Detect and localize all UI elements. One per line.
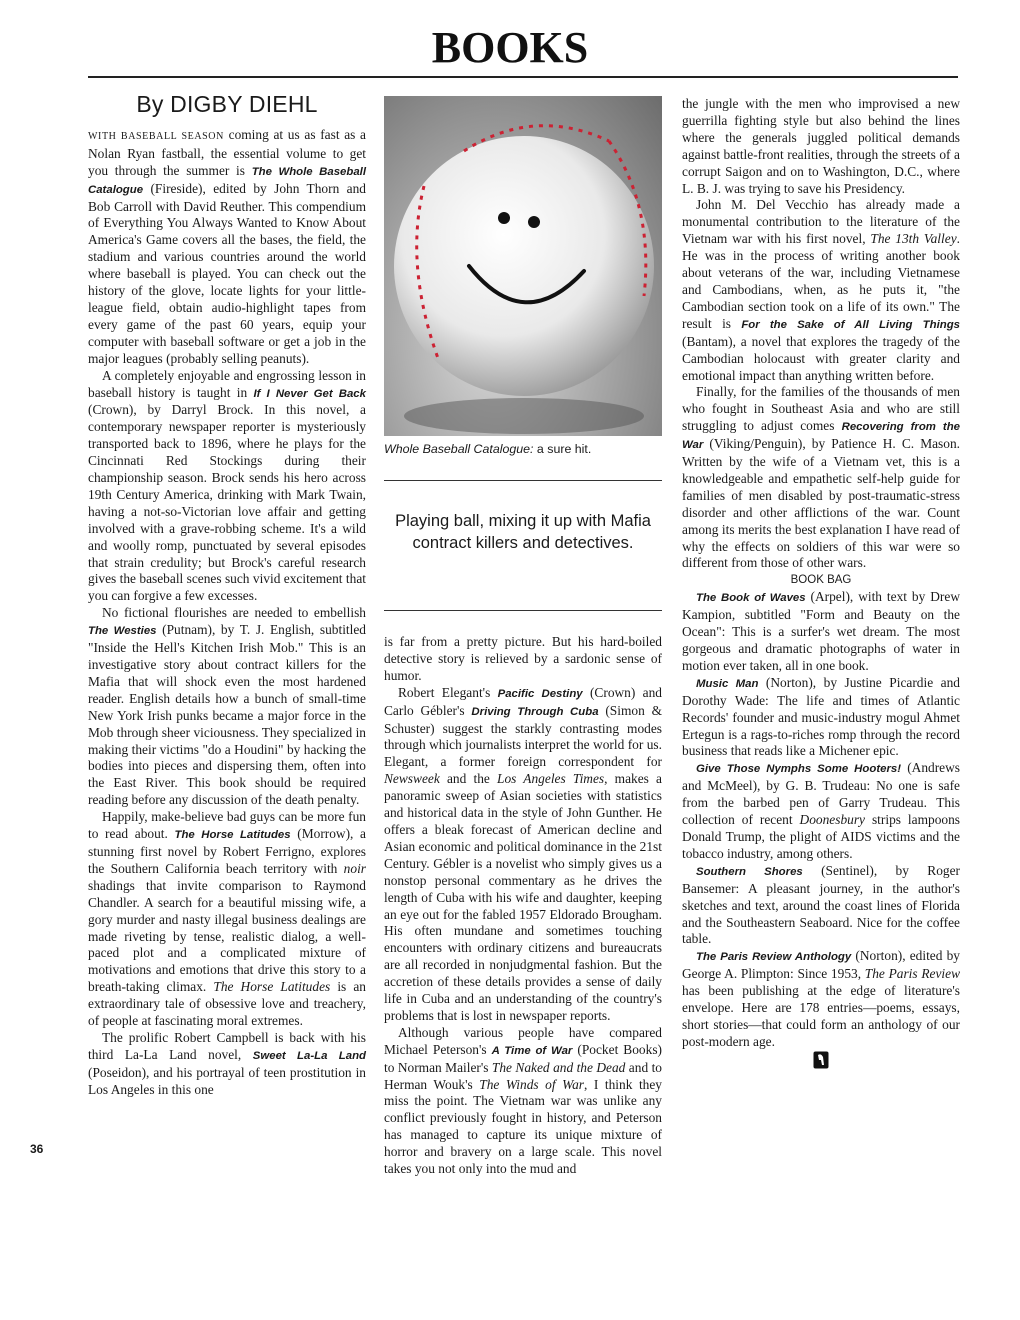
book-title: Give Those Nymphs Some Hooters! xyxy=(696,763,902,776)
caption-text: a sure hit. xyxy=(533,442,592,456)
text-run: Robert Elegant's xyxy=(398,684,498,700)
text-run: The prolific Robert Campbell is back with his third La-La Land novel, xyxy=(88,1029,366,1062)
text-run: (Norton), by Justine Picardie and Dorothy Wade: The life and times of Atlantic Records' founder and music-industry mogul Ahmet Ertegun is a rags-to-riches romp through the record business that reads like a Michener epic. xyxy=(682,674,960,759)
text-run: (Viking/Penguin), by Patience H. C. Mason. Written by the wife of a Vietnam vet, this is a knowledgeable and empathetic self-help guide for families of men disabled by post-traumatic-stress disorder and other afflictions of the war. Count among its merits the best explanation I have read of why the effects on soldiers of this war were so different from those of other wars. xyxy=(682,436,960,571)
paragraph xyxy=(88,368,366,606)
paragraph xyxy=(88,605,366,809)
column-2 xyxy=(384,634,662,1178)
lead-in: WITH BASEBALL SEASON xyxy=(88,130,224,142)
book-title: Driving Through Cuba xyxy=(471,705,599,718)
paragraph xyxy=(682,197,960,384)
text-run: John M. Del Vecchio has already made a monumental contribution to the literature of the Vietnam war with his first novel, xyxy=(682,197,960,247)
text-run: (Sentinel), by Roger Bansemer: A pleasant journey, in the author's sketches and text, around the coast lines of Florida and the Southeastern Seaboard. Nice for the coffee table. xyxy=(682,862,960,947)
text-run: (Crown) and Carlo Gébler's xyxy=(384,684,662,718)
pull-quote-rule-bottom xyxy=(384,610,662,611)
text-run: No fictional flourishes are needed to embellish xyxy=(102,605,366,621)
caption-title: Whole Baseball Catalogue: xyxy=(384,442,534,456)
italic-title: Newsweek xyxy=(384,771,440,787)
paragraph xyxy=(384,685,662,1025)
column-3 xyxy=(682,96,960,1074)
text-run: , I think they miss the point. The Vietnam war was unlike any conflict previously fought in history, and Peterson has managed to capture its unique mixture of horror and bravery on a large scale. This novel takes you not only into the mud and xyxy=(384,1076,663,1177)
paragraph xyxy=(88,127,366,368)
text-run: , makes a panoramic sweep of Asian societies with statistics and historical data in the style of John Gunther. He offers a bleak forecast of American decline and Asian economic and political dominance in the 21st Century. Gébler is a novelist who simply gives us a nonstop personal commentary as he drives the length of Cuba with his wife and daughter, keeping an eye out for the fabled 1957 Eldorado Brougham. His often mundane and sometimes touching encounters with ordinary citizens and bureaucrats are all recorded in nonjudgmental fashion. But the accretion of these details provides a sense of daily life in Cuba and an understanding of the country's problems that is lost in newspaper reports. xyxy=(384,771,662,1023)
book-title: Southern Shores xyxy=(696,865,803,878)
italic-title: The Horse Latitudes xyxy=(213,979,331,995)
text-run: (Pocket Books) to Norman Mailer's xyxy=(384,1041,662,1075)
page-title: BOOKS xyxy=(431,23,589,72)
book-title: The Paris Review Anthology xyxy=(696,951,852,964)
book-title: Music Man xyxy=(696,677,759,690)
baseball-photo xyxy=(384,96,662,436)
text-run: Although various people have compared Michael Peterson's xyxy=(384,1024,662,1057)
paragraph xyxy=(682,384,960,572)
text-run: (Norton), edited by George A. Plimpton: Since 1953, xyxy=(682,948,961,982)
pull-quote-rule-top xyxy=(384,480,662,481)
text-run: (Arpel), with text by Drew Kampion, subtitled "Form and Beauty on the Ocean": This is a surfer's wet dream. The most gorgeous and dramatic photographs of water in motion ever taken, all in one book. xyxy=(682,589,960,673)
book-title: If I Never Get Back xyxy=(253,387,366,400)
byline: By DIGBY DIEHL xyxy=(136,91,318,117)
text-run: the jungle with the men who improvised a new guerrilla fighting style but also behind the lines where the generals juggled political demands against battle-front realities, through the streets of a corrupt Saigon and on to Washington, D.C., where L. B. J. was trying to save his Presidency. xyxy=(682,96,960,196)
photo-caption xyxy=(384,442,662,456)
text-run: Finally, for the families of the thousands of men who fought in Southeast Asia and who are still struggling to adjust comes xyxy=(682,384,960,434)
paragraph xyxy=(384,634,662,685)
italic-title: Los Angeles Times xyxy=(497,771,605,787)
paragraph xyxy=(384,1025,662,1178)
text-run: is an extraordinary tale of obsessive love and treachery, of people at fascinating moral extremes. xyxy=(88,979,366,1029)
italic-title: The Naked and the Dead xyxy=(491,1059,626,1075)
bookbag-item xyxy=(682,675,960,761)
book-title: The Whole Baseball Catalogue xyxy=(88,165,366,196)
text-run: and the xyxy=(439,771,498,787)
book-title: For the Sake of All Living Things xyxy=(741,318,960,331)
page-number: 36 xyxy=(30,1142,44,1156)
bookbag-item xyxy=(682,948,960,1050)
bookbag-item xyxy=(682,760,960,862)
text-run: (Crown), by Darryl Brock. In this novel, a contemporary newspaper reporter is mysteriously transported back to 1896, where he plays for the Cincinnati Red Stockings during their championship season. Brock sends his hero across 19th Century America, drinking with Mark Twain, having a not-so-Victorian love affair and getting involved with a grave-robbing scheme. It's a wild and woolly romp, punctuated by several episodes that strain credulity; but Brock's careful research gives the baseball scenes such vivid excitement that you can forgive a few excesses. xyxy=(88,402,366,604)
bookbag-item xyxy=(682,589,960,675)
book-title: The Horse Latitudes xyxy=(174,829,291,842)
column-1 xyxy=(88,92,366,1099)
book-title: The Book of Waves xyxy=(696,592,806,605)
text-run: shadings that invite comparison to Raymond Chandler. A search for a beautiful missing wife, a gory murder and nasty illegal business dealings are made riveting by tense, realistic dialog, a well-paced plot and a complicated mixture of motivations and emotions that drive this story to a breath-taking climax. xyxy=(88,877,366,995)
text-run: A completely enjoyable and engrossing lesson in baseball history is taught in xyxy=(88,367,366,400)
text-run: (Simon & Schuster) suggest the starkly contrasting modes through which journalists interpret the world for us. Elegant, a former foreign correspondent for xyxy=(384,702,662,770)
italic-title: The Winds of War xyxy=(479,1076,584,1092)
text-run: has been publishing at the edge of literature's envelope. Here are 178 entries—poems, essays, short stories—that could form an anthology of our post-modern age. xyxy=(682,983,960,1049)
paragraph xyxy=(88,809,366,1030)
book-title: The Westies xyxy=(88,625,157,638)
text-run: strips lampoons Donald Trump, the plight of AIDS victims and the tobacco industry, among others. xyxy=(682,812,960,861)
paragraph xyxy=(682,96,960,197)
text-run: Happily, make-believe bad guys can be more fun to read about. xyxy=(88,809,366,842)
pull-quote: Playing ball, mixing it up with Mafia contract killers and detectives. xyxy=(395,512,651,552)
italic-term: noir xyxy=(343,860,366,876)
text-run: (Putnam), by T. J. English, subtitled "Inside the Hell's Kitchen Irish Mob." This is an investigative story about contract killers for the Mafia that will shock even the most hardened reader. English details how a bunch of small-time New York Irish punks became a major force in the Mob through sheer viciousness. They specialized in making their victims "do a Houdini" by hacking the bodies into pieces and dispersing them, often into the East River. This book should be required reading before any discussion of the death penalty. xyxy=(88,622,366,808)
italic-title: Doonesbury xyxy=(799,812,865,828)
text-run: and to Herman Wouk's xyxy=(384,1059,662,1092)
book-title: Sweet La-La Land xyxy=(252,1049,367,1062)
book-title: Recovering from the War xyxy=(682,421,960,452)
text-run: (Poseidon), and his portrayal of teen prostitution in Los Angeles in this one xyxy=(88,1064,366,1097)
end-mark-icon xyxy=(682,1051,960,1074)
section-heading: BOOK BAG xyxy=(790,574,852,587)
paragraph xyxy=(88,1030,366,1099)
text-run: (Andrews and McMeel), by G. B. Trudeau: No one is safe from the barbed pen of Garry Trudeau. This collection of recent xyxy=(682,760,960,828)
smiley-baseball-icon xyxy=(384,96,662,436)
title-rule xyxy=(88,76,958,78)
text-run: is far from a pretty picture. But his hard-boiled detective story is relieved by a sardonic sense of humor. xyxy=(384,634,662,683)
italic-title: The Paris Review xyxy=(864,966,960,982)
italic-title: The 13th Valley xyxy=(870,231,957,247)
book-title: A Time of War xyxy=(491,1044,573,1057)
bookbag-item xyxy=(682,863,960,949)
book-title: Pacific Destiny xyxy=(497,687,583,700)
text-run: . He was in the process of writing another book about veterans of the war, including Vietnamese and Cambodians, when, as he puts it, "the Cambodian section took on a life of its own." The result is xyxy=(682,231,960,331)
text-run: coming at us as fast as a Nolan Ryan fastball, the essential volume to get you through the summer is xyxy=(88,126,366,178)
text-run: (Morrow), a stunning first novel by Robert Ferrigno, explores the Southern California beach territory with xyxy=(88,826,366,876)
text-run: (Fireside), edited by John Thorn and Bob Carroll with David Reuther. This compendium of Everything You Always Wanted to Know About America's Game covers all the bases, the field, the stadium and various countries around the world where baseball is played. You can check out the history of the glove, locate lights for your little-league field, obtain audio-highlight tapes from every game of the past 60 years, equip your computer with baseball software or get a job in the major leagues (probably selling peanuts). xyxy=(88,180,366,366)
text-run: (Bantam), a novel that explores the tragedy of the Cambodian holocaust with greater clarity and emotional impact than anything written before. xyxy=(682,333,960,383)
